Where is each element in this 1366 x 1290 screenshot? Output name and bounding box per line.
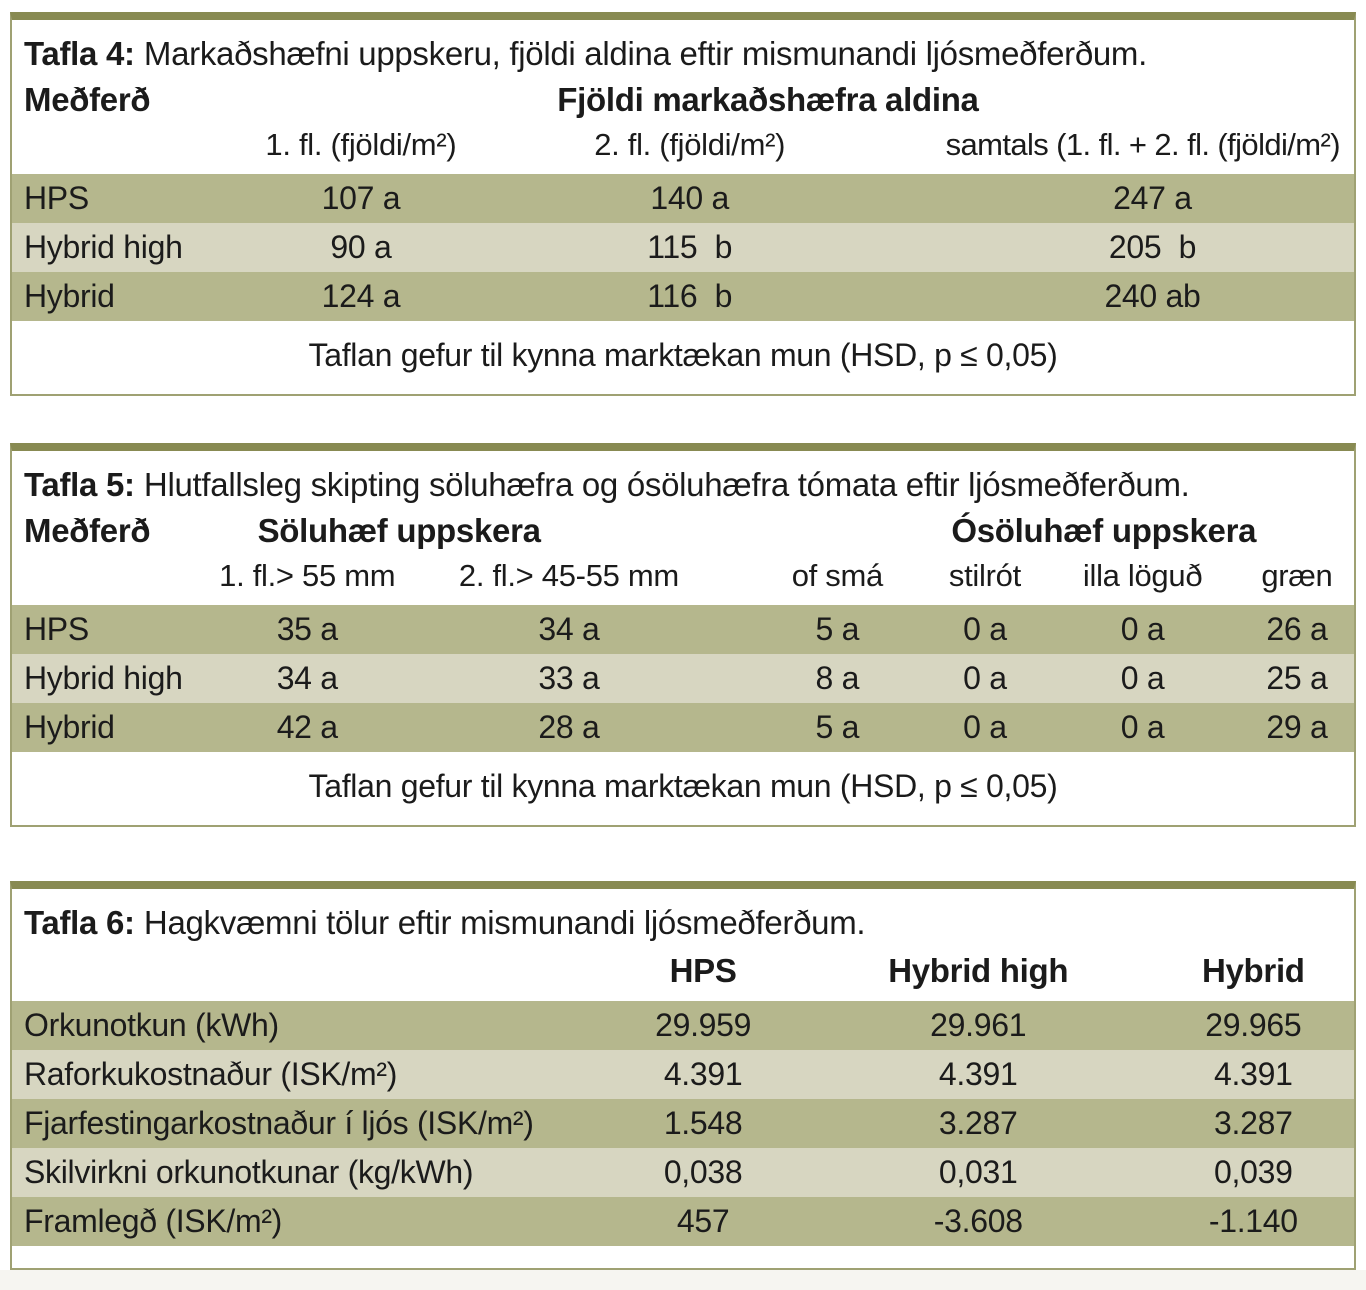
- table-6-column-header-row: [12, 947, 1354, 1001]
- table-4-group-header-row: [12, 78, 1342, 122]
- row-treatment: HPS: [24, 611, 89, 647]
- table-5-title: [12, 451, 1354, 509]
- table-5-group2-header: Ósöluhæf uppskera: [951, 512, 1257, 549]
- table-5-subheader-col1: 1. fl.> 55 mm: [219, 558, 396, 593]
- cell-value: 0,031: [938, 1154, 1018, 1190]
- table-6-footer-padding: [12, 1246, 1354, 1268]
- table-row: [12, 703, 1354, 752]
- table-5-subheader-col3: of smá: [791, 558, 883, 593]
- cell-value: 5 a: [815, 709, 860, 745]
- table-4-title-text: Markaðshæfni uppskeru, fjöldi aldina eftir mismunandi ljósmeðferðum.: [143, 35, 1147, 72]
- table-4-subheader-row: [12, 122, 1354, 174]
- cell-value: 29 a: [1266, 709, 1328, 745]
- row-treatment: Hybrid high: [24, 229, 183, 265]
- cell-value: 116 b: [647, 278, 733, 314]
- cell-value: 140 a: [650, 180, 729, 216]
- table-5-subheader-row: [12, 553, 1354, 605]
- table-5-title-text: Hlutfallsleg skipting söluhæfra og ósöluhæfra tómata eftir ljósmeðferðum.: [143, 466, 1190, 503]
- table-row: [12, 654, 1354, 703]
- cell-value: 28 a: [538, 709, 600, 745]
- cell-value: 0,039: [1214, 1154, 1293, 1190]
- table-5-subheader-col6: græn: [1261, 558, 1333, 593]
- table-6-header-hps: HPS: [669, 952, 737, 989]
- cell-value: 33 a: [538, 660, 600, 696]
- table-row: [12, 1197, 1354, 1246]
- cell-value: 0,038: [663, 1154, 743, 1190]
- page-bottom-background: [0, 1270, 1366, 1290]
- row-label: Raforkukostnaður (ISK/m²): [24, 1056, 398, 1092]
- table-5-subheader-col4: stilrót: [948, 558, 1021, 593]
- cell-value: 0 a: [1120, 660, 1165, 696]
- cell-value: 240 ab: [1104, 278, 1201, 314]
- table-row: [12, 1148, 1354, 1197]
- table-6-title: [12, 889, 1354, 947]
- cell-value: 0 a: [963, 709, 1007, 745]
- table-row: [12, 1099, 1354, 1148]
- table-5-title-label: Tafla 5:: [24, 466, 135, 503]
- cell-value: 457: [676, 1203, 730, 1239]
- cell-value: 8 a: [815, 660, 860, 696]
- table-4-title-label: Tafla 4:: [24, 35, 135, 72]
- row-label: Orkunotkun (kWh): [24, 1007, 279, 1043]
- table-4-subheader-col2: 2. fl. (fjöldi/m²): [594, 127, 786, 162]
- cell-value: 26 a: [1266, 611, 1328, 647]
- cell-value: 124 a: [321, 278, 401, 314]
- table-5-group1-header: Söluhæf uppskera: [257, 512, 541, 549]
- table-5: [10, 443, 1356, 827]
- table-5-treatment-header: Meðferð: [24, 512, 151, 549]
- table-6-title-label: Tafla 6:: [24, 904, 135, 941]
- row-label: Skilvirkni orkunotkunar (kg/kWh): [24, 1154, 474, 1190]
- row-label: Fjarfestingarkostnaður í ljós (ISK/m²): [24, 1105, 534, 1141]
- table-4-group-header: Fjöldi markaðshæfra aldina: [557, 81, 979, 118]
- table-4-subheader-col1: 1. fl. (fjöldi/m²): [265, 127, 457, 162]
- table-6-header-hybrid-high: Hybrid high: [888, 952, 1069, 989]
- table-row: [12, 1001, 1354, 1050]
- cell-value: 29.961: [930, 1007, 1027, 1043]
- cell-value: 0 a: [1120, 709, 1165, 745]
- cell-value: -1.140: [1208, 1203, 1298, 1239]
- cell-value: 107 a: [321, 180, 401, 216]
- table-row: [12, 174, 1354, 223]
- table-4-footnote: Taflan gefur til kynna marktækan mun (HSD, p ≤ 0,05): [12, 321, 1354, 394]
- table-row: [12, 1050, 1354, 1099]
- table-6-header-hybrid: Hybrid: [1201, 952, 1305, 989]
- cell-value: 29.965: [1205, 1007, 1302, 1043]
- table-4-subheader-col3: samtals (1. fl. + 2. fl. (fjöldi/m²): [945, 127, 1340, 162]
- table-5-group-header-row: [12, 509, 1354, 553]
- cell-value: 0 a: [963, 611, 1007, 647]
- cell-value: 25 a: [1266, 660, 1328, 696]
- gap: [0, 396, 1366, 443]
- cell-value: 205 b: [1108, 229, 1197, 265]
- table-6: [10, 881, 1356, 1270]
- cell-value: 34 a: [538, 611, 600, 647]
- cell-value: 29.959: [655, 1007, 752, 1043]
- row-treatment: Hybrid: [24, 278, 115, 314]
- cell-value: 4.391: [938, 1056, 1018, 1092]
- cell-value: 3.287: [938, 1105, 1018, 1141]
- cell-value: 34 a: [276, 660, 338, 696]
- cell-value: 247 a: [1113, 180, 1192, 216]
- cell-value: 4.391: [663, 1056, 743, 1092]
- table-row: [12, 223, 1354, 272]
- table-4-title: [12, 20, 1354, 78]
- cell-value: 90 a: [330, 229, 392, 265]
- gap: [0, 827, 1366, 881]
- row-treatment: HPS: [24, 180, 89, 216]
- cell-value: 4.391: [1214, 1056, 1293, 1092]
- cell-value: 3.287: [1214, 1105, 1293, 1141]
- table-4: [10, 12, 1356, 396]
- table-6-title-text: Hagkvæmni tölur eftir mismunandi ljósmeðferðum.: [143, 904, 866, 941]
- cell-value: 5 a: [815, 611, 860, 647]
- cell-value: 115 b: [647, 229, 733, 265]
- cell-value: 1.548: [663, 1105, 743, 1141]
- cell-value: 42 a: [276, 709, 338, 745]
- table-row: [12, 605, 1354, 654]
- table-4-treatment-header: Meðferð: [24, 81, 151, 118]
- table-5-footnote: Taflan gefur til kynna marktækan mun (HSD, p ≤ 0,05): [12, 752, 1354, 825]
- row-treatment: Hybrid high: [24, 660, 183, 696]
- table-5-subheader-col2: 2. fl.> 45-55 mm: [458, 558, 679, 593]
- cell-value: 35 a: [276, 611, 338, 647]
- row-treatment: Hybrid: [24, 709, 115, 745]
- cell-value: 0 a: [1120, 611, 1165, 647]
- row-label: Framlegð (ISK/m²): [24, 1203, 283, 1239]
- table-row: [12, 272, 1354, 321]
- table-5-subheader-col5: illa löguð: [1082, 558, 1203, 593]
- cell-value: -3.608: [933, 1203, 1023, 1239]
- cell-value: 0 a: [963, 660, 1007, 696]
